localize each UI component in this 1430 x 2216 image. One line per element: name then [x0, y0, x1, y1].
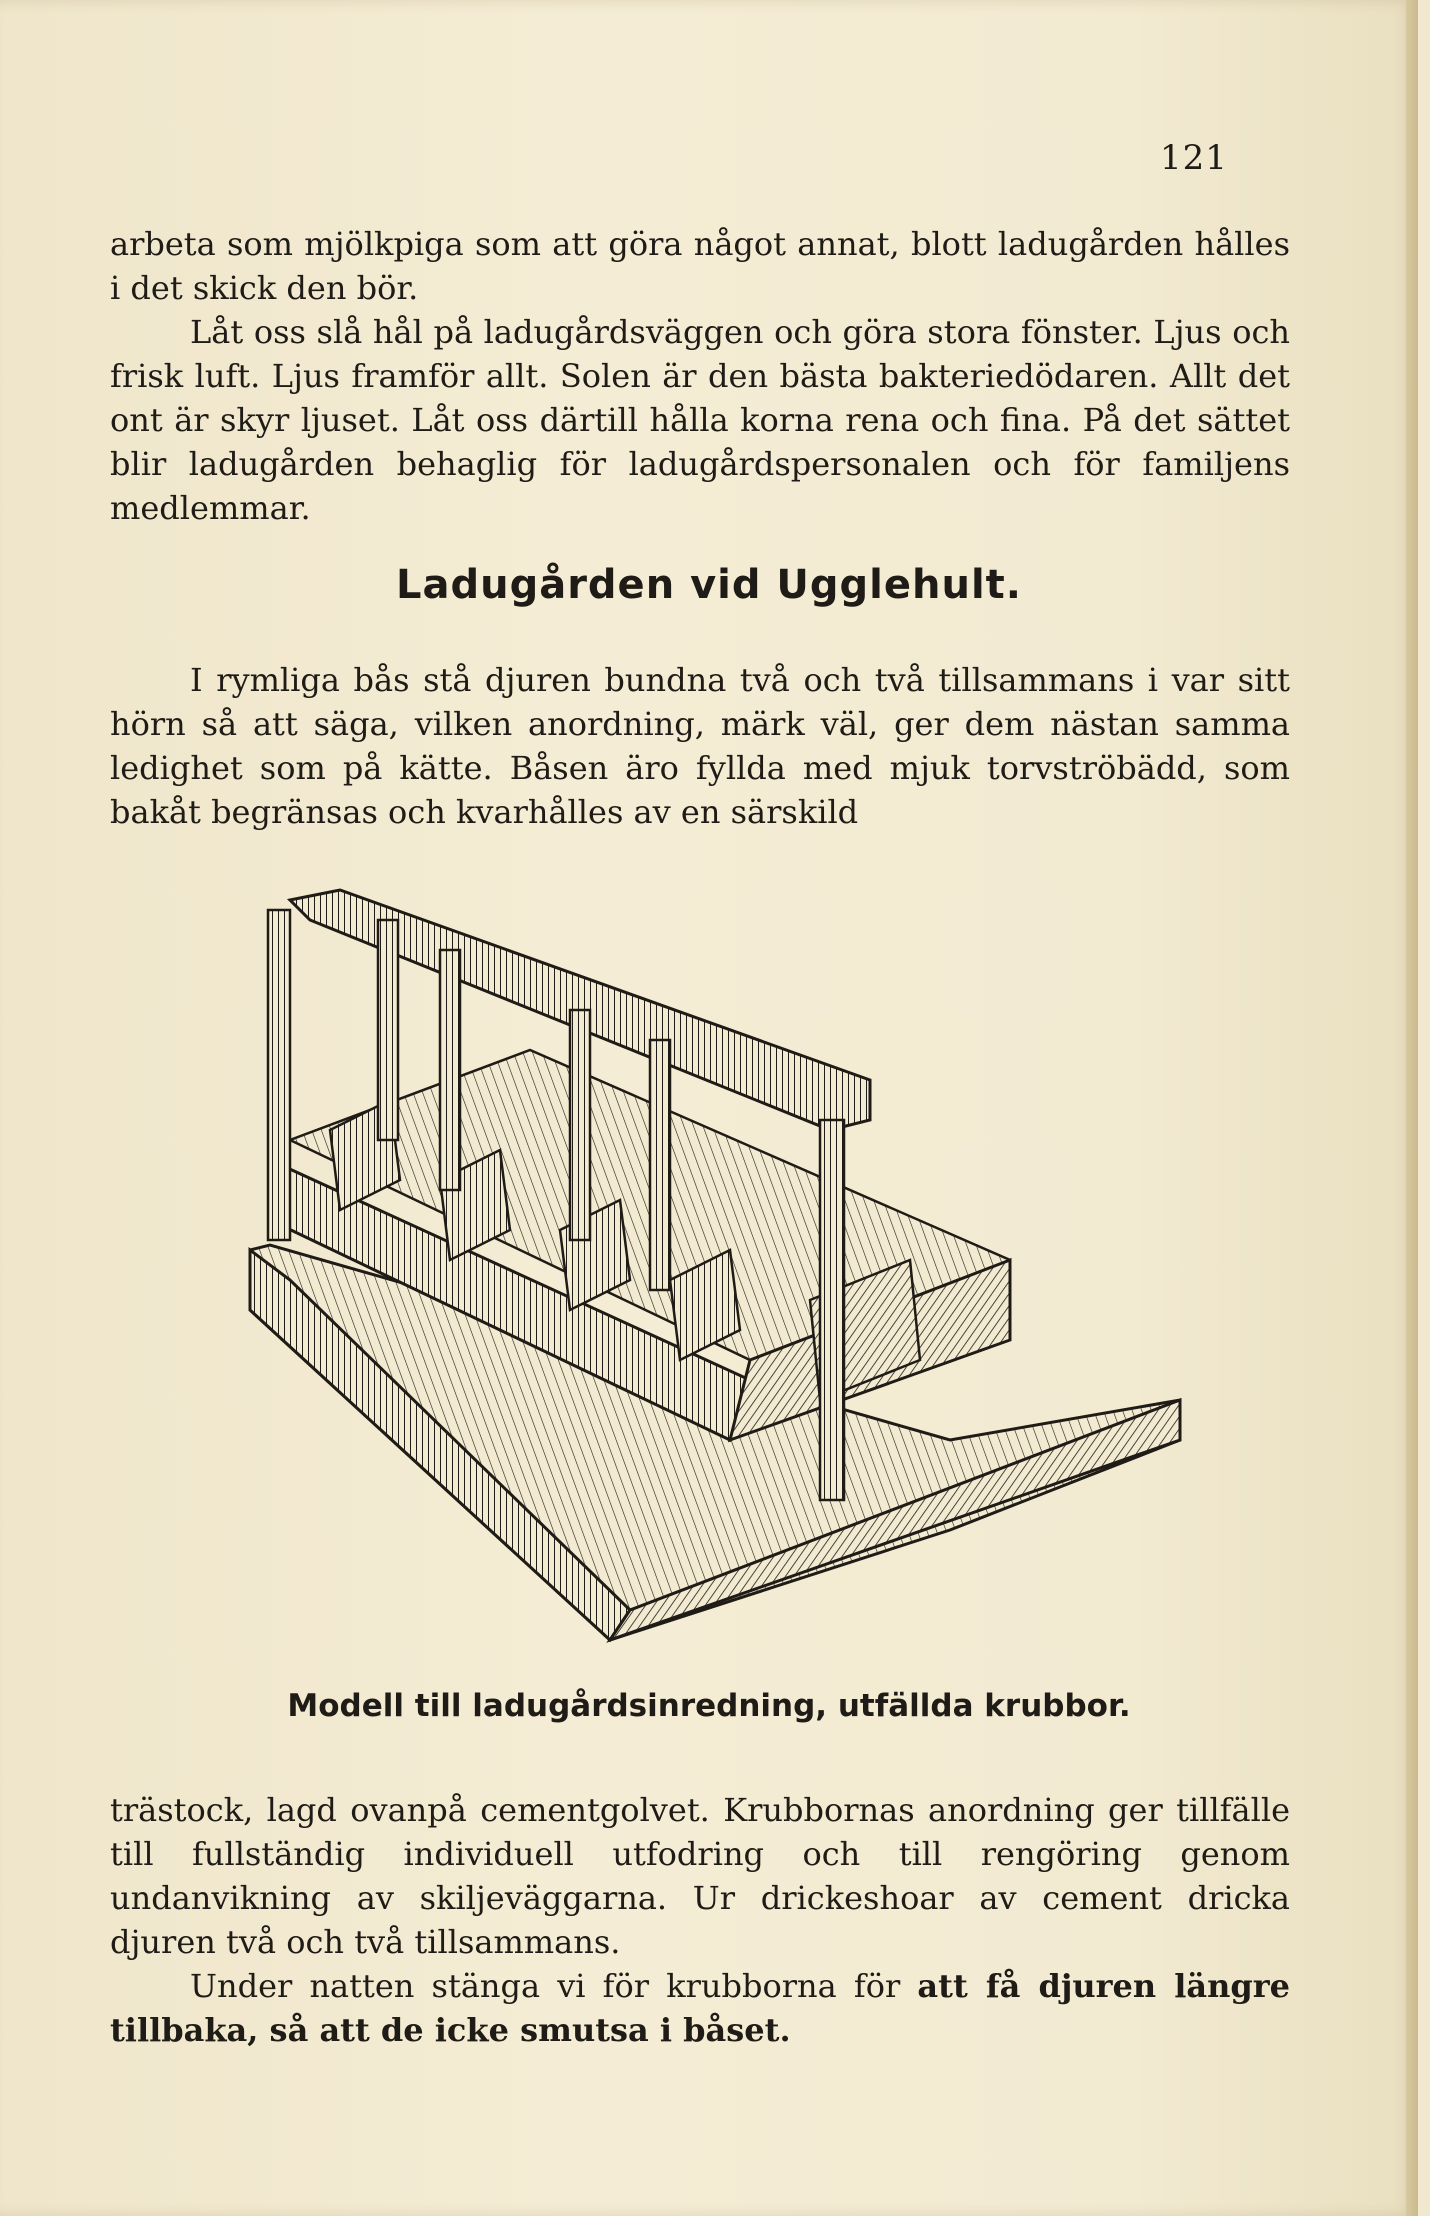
paragraph-night — [110, 1964, 1290, 2052]
frame-post — [650, 1040, 670, 1290]
paragraph-mangers — [110, 1788, 1290, 2052]
paragraph-light-air: Låt oss slå hål på ladugårdsväggen och göra stora fönster. Ljus och frisk luft. Ljus framför allt. Solen är den bästa bakteriedödaren. Allt det ont är skyr ljuset. Låt oss därtill hålla korna rena och fina. På det sättet blir ladugården behaglig för ladugårdspersonalen och för familjens medlemmar. — [110, 313, 1290, 527]
figure-caption: Modell till ladugårdsinredning, utfällda krubbor. — [287, 1688, 1131, 1724]
section-heading: Ladugården vid Ugglehult. — [395, 562, 1022, 608]
frame-post — [268, 910, 290, 1240]
frame-post — [440, 950, 460, 1190]
paragraph-stalls-text: I rymliga bås stå djuren bundna två och två tillsammans i var sitt hörn så att säga, vilken anordning, märk väl, ger dem nästan samma ledighet som på kätte. Båsen äro fyllda med mjuk torvströbädd, som bakåt begränsas och kvarhålles av en särskild — [110, 661, 1290, 831]
page-number: 121 — [1160, 138, 1228, 178]
paragraph-mangers-text: trästock, lagd ovanpå cementgolvet. Krubbornas anordning ger tillfälle till fullständig individuell utfodring och till rengöring genom undanvikning av skiljeväggarna. Ur drickeshoar av cement dricka djuren två och två tillsammans. — [110, 1791, 1290, 1961]
paragraph-stalls — [110, 658, 1290, 834]
frame-post — [378, 920, 398, 1140]
barn-fixture-illustration — [230, 880, 1190, 1660]
frame-post — [570, 1010, 590, 1240]
frame-post — [820, 1120, 844, 1500]
paragraph-night-regular: Under natten stänga vi för krubborna för — [190, 1967, 918, 2005]
page-edge — [1406, 0, 1418, 2216]
paragraph-intro — [110, 222, 1290, 530]
paragraph-intro-line: arbeta som mjölkpiga som att göra något annat, blott ladugården hålles i det skick den bör. — [110, 225, 1290, 307]
paragraph-night-bold: att få djuren längre tillbaka, så att de icke smutsa i båset. — [110, 1967, 1291, 2049]
